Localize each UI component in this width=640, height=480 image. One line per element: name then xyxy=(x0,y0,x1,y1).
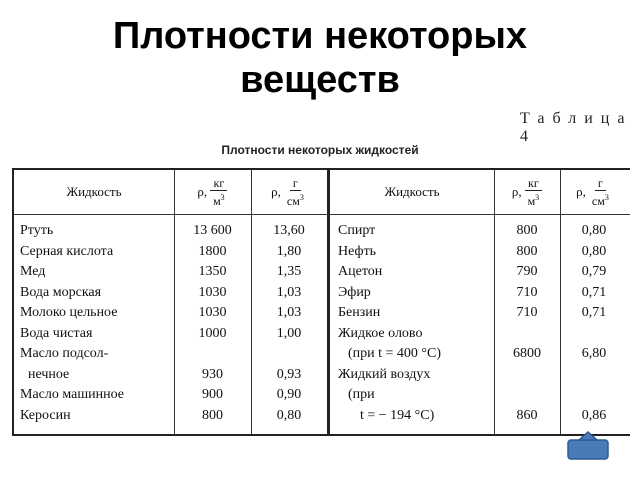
density-kg-value: 13 600 xyxy=(193,223,232,238)
header-density-g-right: ρ, $\frac{г}{см^3}$ xyxy=(576,175,609,208)
liquid-name: нечное xyxy=(28,366,70,382)
header-density-kg-left: ρ, $\frac{кг}{м^3}$ xyxy=(174,170,251,214)
header-density-g-left: ρ, $\frac{г}{см^3}$ xyxy=(271,175,304,208)
density-g-value: 0,79 xyxy=(581,264,607,279)
liquid-name: t = − 194 °С) xyxy=(360,407,435,423)
density-kg-value: 710 xyxy=(516,284,538,300)
liquid-name: Мед xyxy=(20,264,46,279)
liquid-name: Нефть xyxy=(338,243,377,259)
density-g-value: 1,35 xyxy=(276,264,302,279)
density-kg-value: 1030 xyxy=(198,284,227,300)
density-kg-value: 710 xyxy=(516,305,538,320)
table-number-tag: Таблица 4 xyxy=(520,110,633,145)
slide-title-line1: Плотности некоторых xyxy=(112,15,528,57)
density-kg-value: 1030 xyxy=(198,305,227,320)
density-kg-value: 1000 xyxy=(198,325,227,341)
density-kg-value: 800 xyxy=(516,243,538,259)
slide-title-line2: веществ xyxy=(240,59,400,101)
liquid-name: Ацетон xyxy=(338,264,383,279)
density-g-value: 0,71 xyxy=(581,305,607,320)
density-kg-value: 800 xyxy=(202,407,223,423)
header-divider xyxy=(14,214,630,215)
density-kg-value: 860 xyxy=(516,407,538,423)
density-g-value: 1,03 xyxy=(276,284,302,300)
density-kg-value: 1800 xyxy=(198,243,227,259)
density-g-value: 13,60 xyxy=(273,223,305,238)
density-g-value: 1,03 xyxy=(276,305,302,320)
header-liquid-left: Жидкость xyxy=(66,184,122,199)
liquid-name: Эфир xyxy=(338,284,371,300)
liquid-name: Жидкий воздух xyxy=(338,366,431,382)
slide-title xyxy=(0,14,640,102)
header-liquid-right: Жидкость xyxy=(384,184,440,199)
liquid-name: (при xyxy=(348,387,375,402)
density-g-value: 0,90 xyxy=(276,387,302,402)
density-table xyxy=(12,168,630,436)
liquid-name: Масло подсол- xyxy=(20,346,109,361)
table-caption: Плотности некоторых жидкостей xyxy=(221,143,419,157)
density-g-value: 0,86 xyxy=(581,407,607,423)
liquid-name: Ртуть xyxy=(20,223,54,238)
liquid-name: Бензин xyxy=(338,305,381,320)
density-g-value: 0,71 xyxy=(581,284,607,300)
liquid-name: Жидкое олово xyxy=(338,325,423,341)
liquid-name: Спирт xyxy=(338,223,376,238)
liquid-name: (при t = 400 °С) xyxy=(348,346,442,361)
density-g-value: 0,80 xyxy=(581,223,607,238)
density-kg-value: 800 xyxy=(516,223,538,238)
header-density-kg-right: ρ, $\frac{кг}{м^3}$ xyxy=(494,170,560,214)
liquid-name: Серная кислота xyxy=(20,243,114,259)
density-kg-value: 6800 xyxy=(513,346,541,361)
liquid-name: Керосин xyxy=(20,407,71,423)
density-g-value: 1,00 xyxy=(276,325,302,341)
liquid-name: Масло машинное xyxy=(20,387,124,402)
density-g-value: 0,80 xyxy=(581,243,607,259)
liquid-name: Вода морская xyxy=(20,284,102,300)
liquid-name: Молоко цельное xyxy=(20,305,118,320)
up-arrow-icon[interactable] xyxy=(565,430,611,460)
density-g-value: 0,80 xyxy=(276,407,302,423)
density-kg-value: 900 xyxy=(202,387,223,402)
density-kg-value: 790 xyxy=(516,264,538,279)
density-g-value: 0,93 xyxy=(276,366,302,382)
density-g-value: 1,80 xyxy=(276,243,302,259)
density-g-value: 6,80 xyxy=(581,346,607,361)
density-kg-value: 1350 xyxy=(198,264,227,279)
liquid-name: Вода чистая xyxy=(20,325,93,341)
density-kg-value: 930 xyxy=(202,366,223,382)
